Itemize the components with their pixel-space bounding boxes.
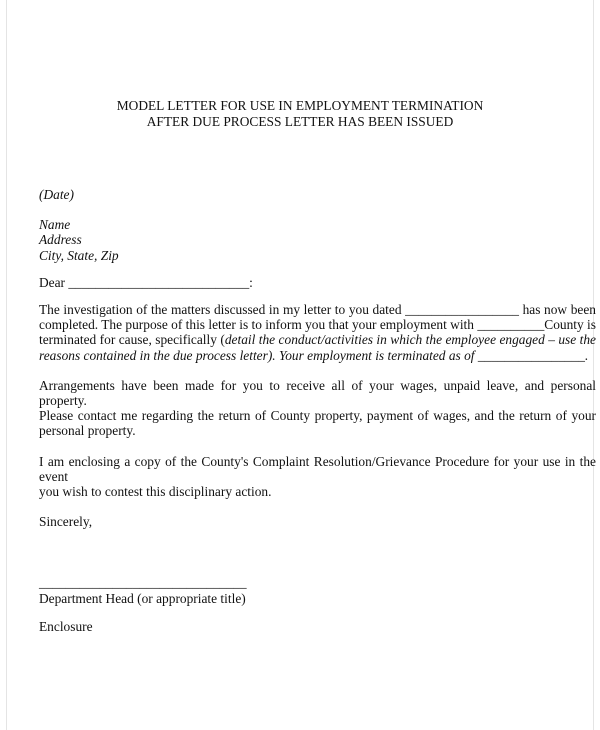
paragraph-line: reasons contained in the due process letter). Your employment is terminated as of ________________. (39, 347, 589, 363)
paragraph-italic-text: detail the conduct/activities in which the employee engaged – use the (224, 332, 596, 348)
paragraph-text: terminated for cause, specifically ( (39, 332, 225, 348)
paragraph-line: completed. The purpose of this letter is to inform you that your employment with __________County is (39, 317, 596, 333)
paragraph-line: Please contact me regarding the return of County property, payment of wages, and the return of your (39, 408, 596, 424)
recipient-street: Address (39, 232, 82, 248)
paragraph-arrangements (39, 378, 596, 439)
signer-title: Department Head (or appropriate title) (39, 590, 246, 606)
paragraph-investigation (39, 302, 596, 363)
signature-line: _______________________________ (39, 575, 247, 591)
salutation: Dear ___________________________: (39, 274, 253, 290)
recipient-address (39, 217, 596, 263)
title-line-1: MODEL LETTER FOR USE IN EMPLOYMENT TERMINATION (116, 98, 484, 113)
paragraph-line: I am enclosing a copy of the County's Complaint Resolution/Grievance Procedure for your use in the event (39, 453, 596, 484)
recipient-name: Name (39, 217, 71, 233)
paragraph-line: The investigation of the matters discussed in my letter to you dated _________________ has now been (39, 302, 596, 318)
recipient-city: City, State, Zip (39, 247, 119, 263)
title-line-2: AFTER DUE PROCESS LETTER HAS BEEN ISSUED (146, 114, 454, 129)
closing: Sincerely, (39, 514, 93, 530)
paragraph-enclosing (39, 454, 596, 500)
paragraph-line: personal property. (39, 423, 136, 439)
paragraph-line: you wish to contest this disciplinary action. (39, 484, 272, 500)
paragraph-line: Arrangements have been made for you to receive all of your wages, unpaid leave, and personal property. (39, 377, 596, 409)
letter-body (39, 187, 596, 634)
letter-page (6, 0, 594, 730)
date-placeholder: (Date) (39, 187, 74, 202)
letter-title (7, 98, 593, 130)
enclosure-note: Enclosure (39, 618, 93, 634)
paragraph-line (39, 332, 596, 347)
